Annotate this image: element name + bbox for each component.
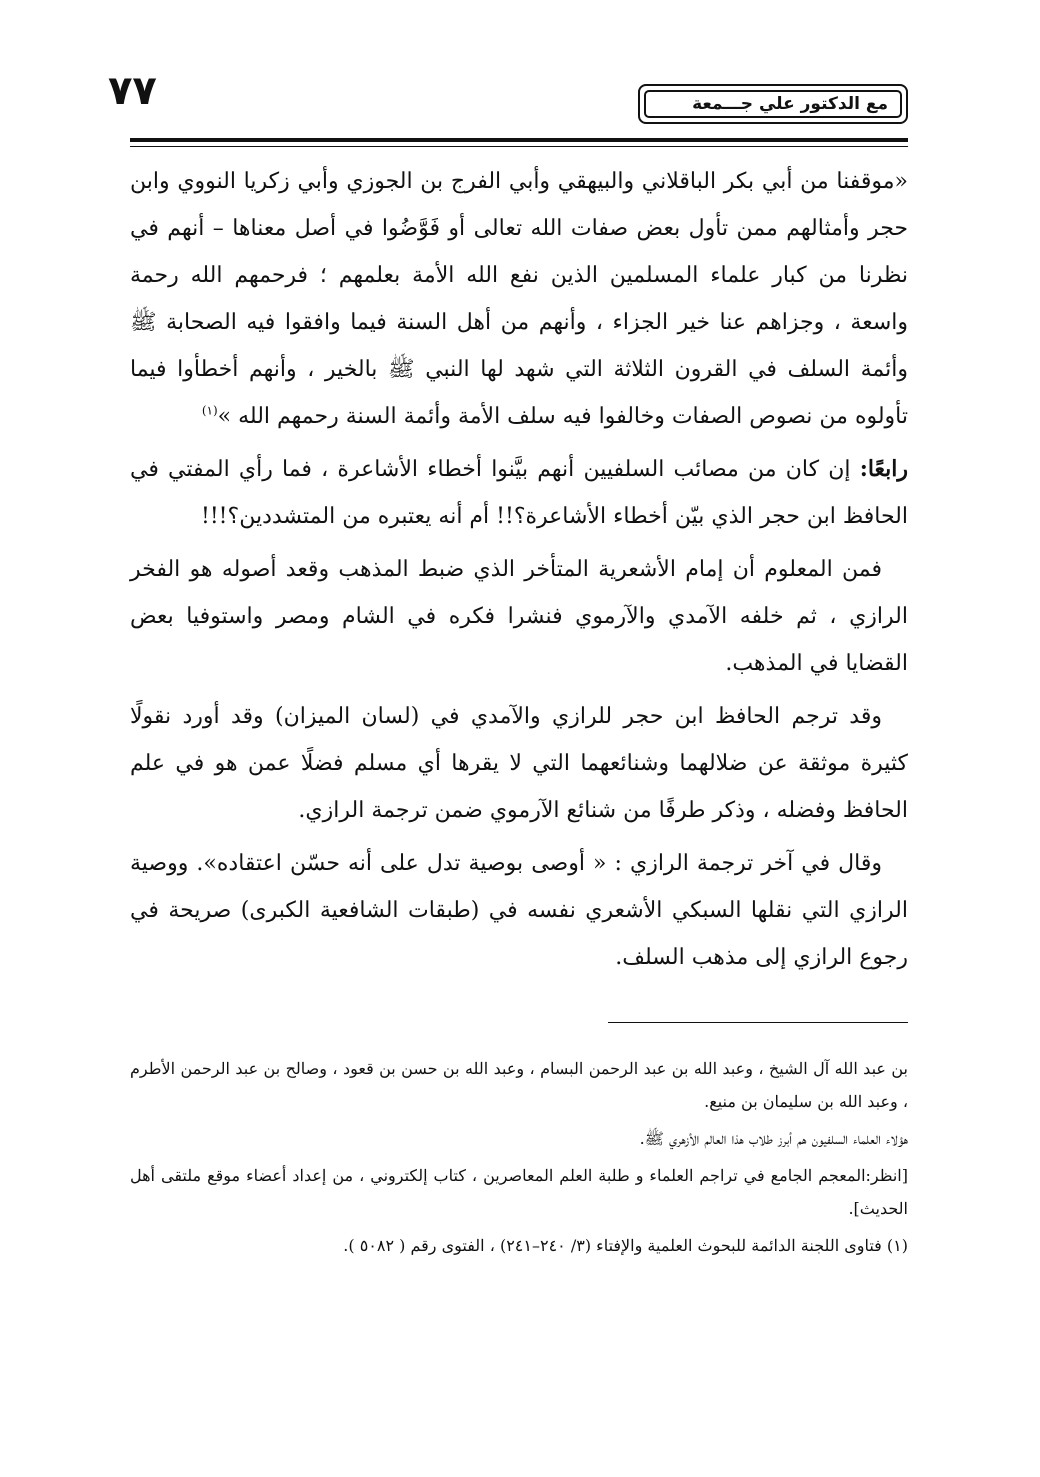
footnote-separator bbox=[608, 1022, 908, 1023]
running-title: مع الدكتور علي جـــمعة bbox=[644, 90, 902, 118]
fourth-point-label: رابعًا: bbox=[859, 456, 908, 482]
fourth-point-paragraph bbox=[130, 446, 908, 540]
running-title-frame bbox=[638, 84, 908, 124]
footnote-source: [انظر:المعجم الجامع في تراجم العلماء و طلبة العلم المعاصرين ، كتاب إلكتروني ، من إعداد أعضاء موقع ملتقى أهل الحديث]. bbox=[130, 1166, 908, 1218]
footnote-continuation: بن عبد الله آل الشيخ ، وعبد الله بن عبد الرحمن البسام ، وعبد الله بن حسن بن قعود ، وصالح بن عبد الرحمن الأطرم ، وعبد الله بن سليمان بن منيع. bbox=[130, 1059, 908, 1111]
footnote-fatwa: (١) فتاوى اللجنة الدائمة للبحوث العلمية والإفتاء (٣/ ٢٤٠–٢٤١) ، الفتوى رقم ( ٥٠٨٢ ). bbox=[343, 1236, 908, 1255]
ibn-hajar-paragraph: وقد ترجم الحافظ ابن حجر للرازي والآمدي في (لسان الميزان) وقد أورد نقولًا كثيرة موثقة عن ضلالهما وشنائعهما التي لا يقرها أي مسلم فضلًا عمن هو في علم الحافظ وفضله ، وذكر طرفًا من شنائع الآرموي ضمن ترجمة الرازي. bbox=[130, 704, 908, 823]
main-text bbox=[130, 158, 908, 987]
razi-paragraph: فمن المعلوم أن إمام الأشعرية المتأخر الذي ضبط المذهب وقعد أصوله هو الفخر الرازي ، ثم خلفه الآمدي والآرموي فنشرا فكره في الشام ومصر واستوفيا بعض القضايا في المذهب. bbox=[130, 557, 908, 676]
fourth-point-text: إن كان من مصائب السلفيين أنهم بيَّنوا أخطاء الأشاعرة ، فما رأي المفتي في الحافظ ابن حجر الذي بيّن أخطاء الأشاعرة؟!! أم أنه يعتبره من المتشددين؟!!! bbox=[130, 457, 908, 529]
header-rule bbox=[130, 138, 908, 147]
quote-text: «موقفنا من أبي بكر الباقلاني والبيهقي وأبي الفرج بن الجوزي وأبي زكريا النووي وابن حجر وأمثالهم ممن تأول بعض صفات الله تعالى أو فَوَّضُوا في أصل معناها – أنهم في نظرنا من كبار علماء المسلمين الذين نفع الله الأمة بعلمهم ؛ فرحمهم الله رحمة واسعة ، وجزاهم عنا خير الجزاء ، وأنهم من أهل السنة فيما وافقوا فيه الصحابة ﷺ وأئمة السلف في القرون الثلاثة التي شهد لها النبي ﷺ بالخير ، وأنهم أخطأوا فيما تأولوه من نصوص الصفات وخالفوا فيه سلف الأمة وأئمة السنة رحمهم الله » bbox=[130, 169, 908, 429]
footnote-marker: (١) bbox=[201, 403, 218, 418]
footnotes bbox=[130, 1052, 908, 1266]
page-number: ٧٧ bbox=[108, 68, 157, 114]
will-paragraph: وقال في آخر ترجمة الرازي : « أوصى بوصية تدل على أنه حسّن اعتقاده». ووصية الرازي التي نقلها السبكي الأشعري نفسه في (طبقات الشافعية الكبرى) صريحة في رجوع الرازي إلى مذهب السلف. bbox=[130, 851, 908, 970]
quote-paragraph bbox=[130, 158, 908, 440]
footnote-scholars: هؤلاء العلماء السلفيون هم أبرز طلاب هذا العالم الأزهري ﷺ. bbox=[639, 1129, 908, 1148]
